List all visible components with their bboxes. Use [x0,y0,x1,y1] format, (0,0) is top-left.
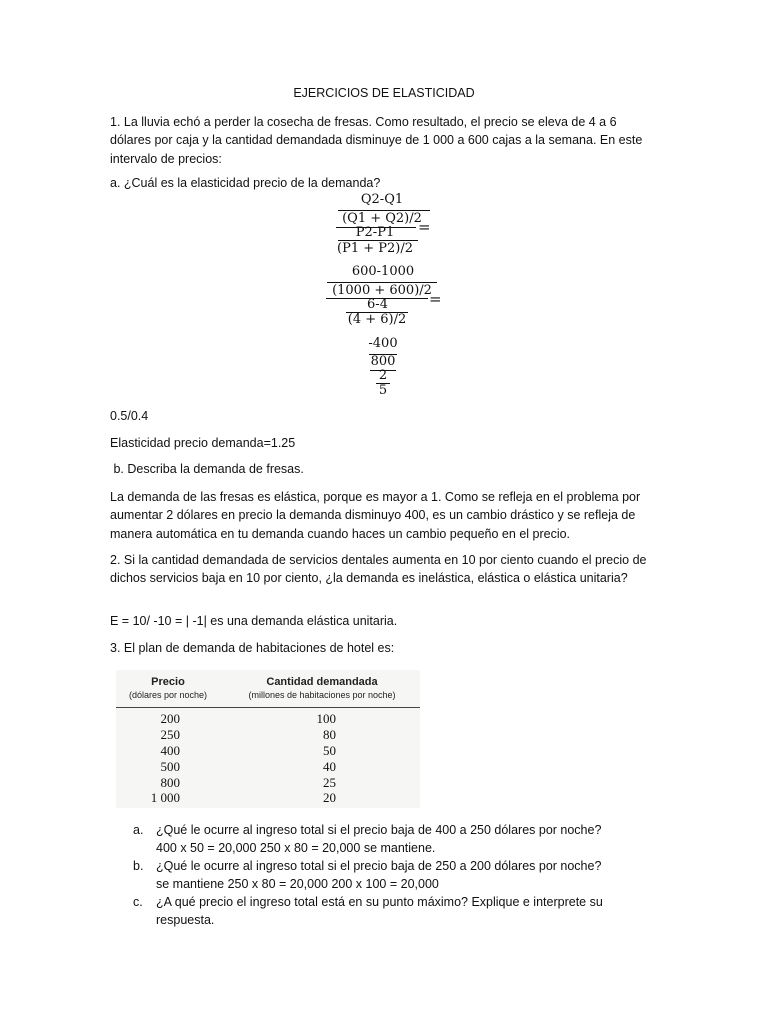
table-cell-price: 800 [160,775,180,790]
table-cell-quantity: 20 [323,790,336,805]
formula1-equals: = [418,218,431,236]
formula2-num-top: 600-1000 [351,264,415,279]
formula2-den-top: 6-4 [367,297,388,312]
table-cell-price: 1 000 [150,790,180,805]
formula2-den-bottom: (4 + 6)/2 [347,312,407,327]
formula2-num-bottom: (1000 + 600)/2 [332,283,432,298]
table-cell-quantity: 80 [323,727,336,742]
elasticity-result: Elasticidad precio demanda=1.25 [110,436,296,450]
question-3-text: 3. El plan de demanda de habitaciones de hotel es: [110,641,395,655]
table-header-quantity-sub: (millones de habitaciones por noche) [248,690,396,700]
table-cell-price: 400 [160,743,180,758]
table-header-price-label: Precio [151,676,185,688]
table-cell-price: 250 [160,727,180,742]
table-cell-price: 200 [160,711,180,726]
formula3-den-bottom: 5 [378,383,388,398]
answer-2: E = 10/ -10 = | -1| es una demanda elástica unitaria. [110,614,398,628]
formula3-den-top: 2 [378,368,388,383]
table-header-price [118,676,218,702]
list-marker: b. [133,859,144,873]
table-cell-quantity: 50 [323,743,336,758]
formula1-num-bottom: (Q1 + Q2)/2 [342,211,422,226]
formula1-num-top: Q2-Q1 [360,192,404,207]
list-marker: a. [133,823,144,837]
list-item-question: ¿Qué le ocurre al ingreso total si el precio baja de 400 a 250 dólares por noche? [156,823,602,837]
table-cell-price: 500 [160,759,180,774]
question-2-text: 2. Si la cantidad demandada de servicios dentales aumenta en 10 por ciento cuando el precio de dichos servicios baja en 10 por ciento, ¿la demanda es inelástica, elástica o elástica unitaria? [110,553,647,586]
table-header-quantity-label: Cantidad demandada [266,676,378,688]
question-1-text: 1. La lluvia echó a perder la cosecha de fresas. Como resultado, el precio se eleva de 4 a 6 dólares por caja y la cantidad demandada disminuye de 1 000 a 600 cajas a la semana. En este intervalo de precios: [110,115,643,166]
answer-1b: La demanda de las fresas es elástica, porque es mayor a 1. Como se refleja en el problema por aumentar 2 dólares en precio la demanda disminuyo 400, es un cambio drástico y se refleja de manera automática en tu demanda cuando haces un cambio pequeño en el precio. [110,490,641,541]
formula2-equals: = [429,290,442,308]
table-header-price-sub: (dólares por noche) [128,690,208,700]
list-item-question: ¿Qué le ocurre al ingreso total si el precio baja de 250 a 200 dólares por noche? [156,859,602,873]
formula1-den-bottom: (P1 + P2)/2 [337,241,413,256]
formula3-num-bottom: 800 [370,354,396,369]
list-item-answer: respuesta. [156,913,215,927]
ratio-text: 0.5/0.4 [110,409,149,423]
demand-table [116,670,420,808]
list-item-question: ¿A qué precio el ingreso total está en su punto máximo? Explique e interprete su [156,895,603,909]
list-item-answer: 400 x 50 = 20,000 250 x 80 = 20,000 se mantiene. [156,841,436,855]
table-cell-quantity: 25 [323,775,336,790]
table-header-quantity [226,676,418,702]
list-item-answer: se mantiene 250 x 80 = 20,000 200 x 100 = 20,000 [156,877,439,891]
page-title: EJERCICIOS DE ELASTICIDAD [293,86,475,100]
formula3-num-top: -400 [368,336,398,351]
question-1a: a. ¿Cuál es la elasticidad precio de la demanda? [110,176,381,190]
table-header-rule [116,707,420,708]
list-marker: c. [133,895,143,909]
formula1-den-top: P2-P1 [355,225,395,240]
question-1b: b. Describa la demanda de fresas. [110,462,304,476]
table-cell-quantity: 40 [323,759,336,774]
table-cell-quantity: 100 [316,711,336,726]
